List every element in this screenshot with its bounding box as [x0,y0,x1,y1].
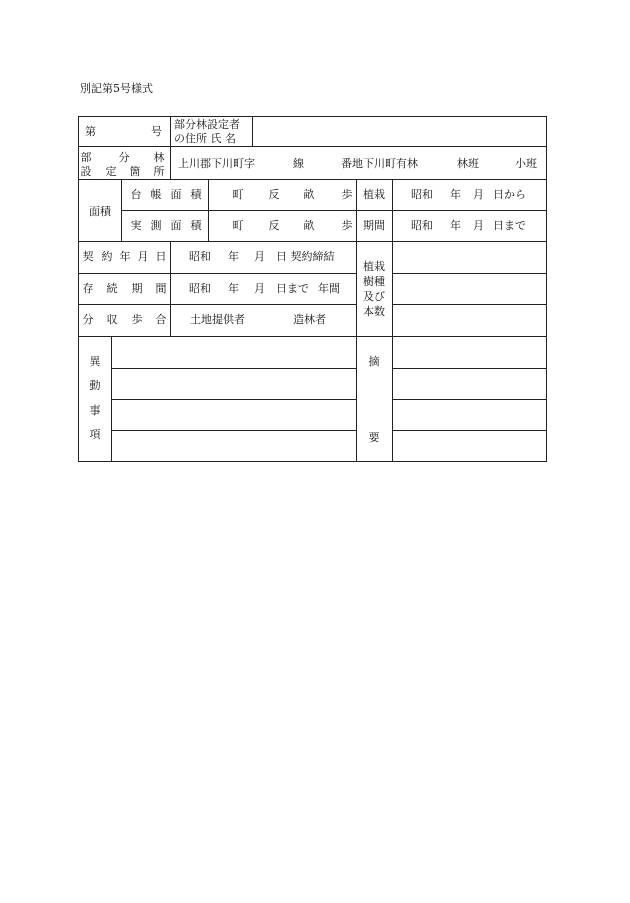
border-right [546,116,547,462]
changes-label-char: 異 [89,355,101,368]
survey-area-char: 実 [130,219,142,232]
survey-area-char: 面 [170,219,182,232]
period-to: 年 [450,219,461,232]
number-label: 第 [85,125,96,138]
survey-area-char: 積 [190,219,202,232]
period-from: 年 [450,188,461,201]
species-label-line: 植栽 [363,260,385,273]
species-label-line: 本数 [363,305,385,318]
remarks-label-char: 要 [368,431,380,444]
ledger-area-char: 台 [130,188,142,201]
ledger-area-char: 面 [170,188,182,201]
number-suffix: 号 [151,125,162,138]
share-provider: 土地提供者 [190,313,245,326]
contract-label-char: 日 [155,250,167,263]
period-to: 月 [473,219,484,232]
owner-label-line2: の住所 氏 名 [174,132,236,145]
period-to: 昭和 [411,219,433,232]
duration-label-char: 期 [131,282,143,295]
area-unit: 畝 [303,188,315,201]
contract-label-char: 年 [119,250,131,263]
share-planter: 造林者 [293,313,326,326]
col-divider [208,179,209,242]
row-divider [392,304,547,305]
period-to: 日まで [493,219,526,232]
row-divider [78,304,356,305]
duration-value: 日まで [276,282,309,295]
share-label-char: 合 [155,313,167,326]
period-from: 日から [493,188,526,201]
location-label-char: 部 [80,151,92,164]
col-divider [356,179,357,462]
period-from: 月 [473,188,484,201]
planting-period-label-1: 植栽 [363,188,385,201]
changes-label-char: 事 [89,404,101,417]
period-from: 昭和 [411,188,433,201]
location-label-char: 設 [80,165,92,178]
register-form-table [78,116,547,462]
location-label-char: 箇 [129,165,141,178]
border-left [78,116,79,462]
row-divider [78,179,547,180]
location-label-char: 定 [105,165,117,178]
area-label: 面積 [89,205,111,218]
row-divider [111,368,356,369]
contract-value: 昭和 [189,250,211,263]
address-part: 上川郡下川町字 [178,157,255,170]
border-bottom [78,461,547,462]
address-part: 林班 [457,157,479,170]
location-label-char: 分 [118,151,130,164]
duration-label-char: 続 [106,282,118,295]
area-unit: 歩 [341,219,353,232]
contract-value: 年 [228,250,239,263]
duration-label-char: 間 [155,282,167,295]
share-label-char: 収 [106,313,118,326]
row-divider [78,146,547,147]
changes-label-char: 項 [89,428,101,441]
share-label-char: 分 [82,313,94,326]
duration-value: 年間 [318,282,340,295]
species-label-line: 及び [363,290,385,303]
contract-label-char: 月 [137,250,149,263]
contract-value: 月 [254,250,265,263]
row-divider [78,241,547,242]
share-label-char: 歩 [131,313,143,326]
area-unit: 町 [232,188,244,201]
owner-label-line1: 部分林設定者 [174,118,240,131]
duration-value: 月 [254,282,265,295]
col-divider [252,116,253,147]
remarks-label-char: 摘 [368,355,380,368]
border-top [78,116,547,117]
form-header: 別記第5号様式 [80,82,153,95]
col-divider [111,336,112,462]
area-unit: 反 [268,188,280,201]
duration-value: 年 [228,282,239,295]
planting-period-label-2: 期間 [363,219,385,232]
area-unit: 反 [268,219,280,232]
row-divider [78,336,547,337]
row-divider [111,430,356,431]
row-divider [392,399,547,400]
row-divider [392,273,547,274]
address-part: 線 [293,157,304,170]
species-label-line: 樹種 [363,275,385,288]
survey-area-char: 測 [150,219,162,232]
row-divider [111,399,356,400]
address-part: 小班 [515,157,537,170]
col-divider [392,179,393,462]
contract-value: 日 契約締結 [276,250,335,263]
row-divider [392,368,547,369]
area-unit: 畝 [303,219,315,232]
row-divider [121,210,547,211]
col-divider [170,241,171,337]
ledger-area-char: 帳 [150,188,162,201]
location-label-char: 林 [153,151,165,164]
row-divider [78,273,356,274]
duration-label-char: 存 [82,282,94,295]
col-divider [170,116,171,179]
contract-label-char: 約 [101,250,113,263]
location-label-char: 所 [153,165,165,178]
row-divider [392,430,547,431]
area-unit: 町 [232,219,244,232]
address-part: 番地下川町有林 [341,157,418,170]
contract-label-char: 契 [82,250,94,263]
col-divider [121,179,122,242]
ledger-area-char: 積 [190,188,202,201]
area-unit: 歩 [341,188,353,201]
changes-label-char: 動 [89,379,101,392]
duration-value: 昭和 [189,282,211,295]
